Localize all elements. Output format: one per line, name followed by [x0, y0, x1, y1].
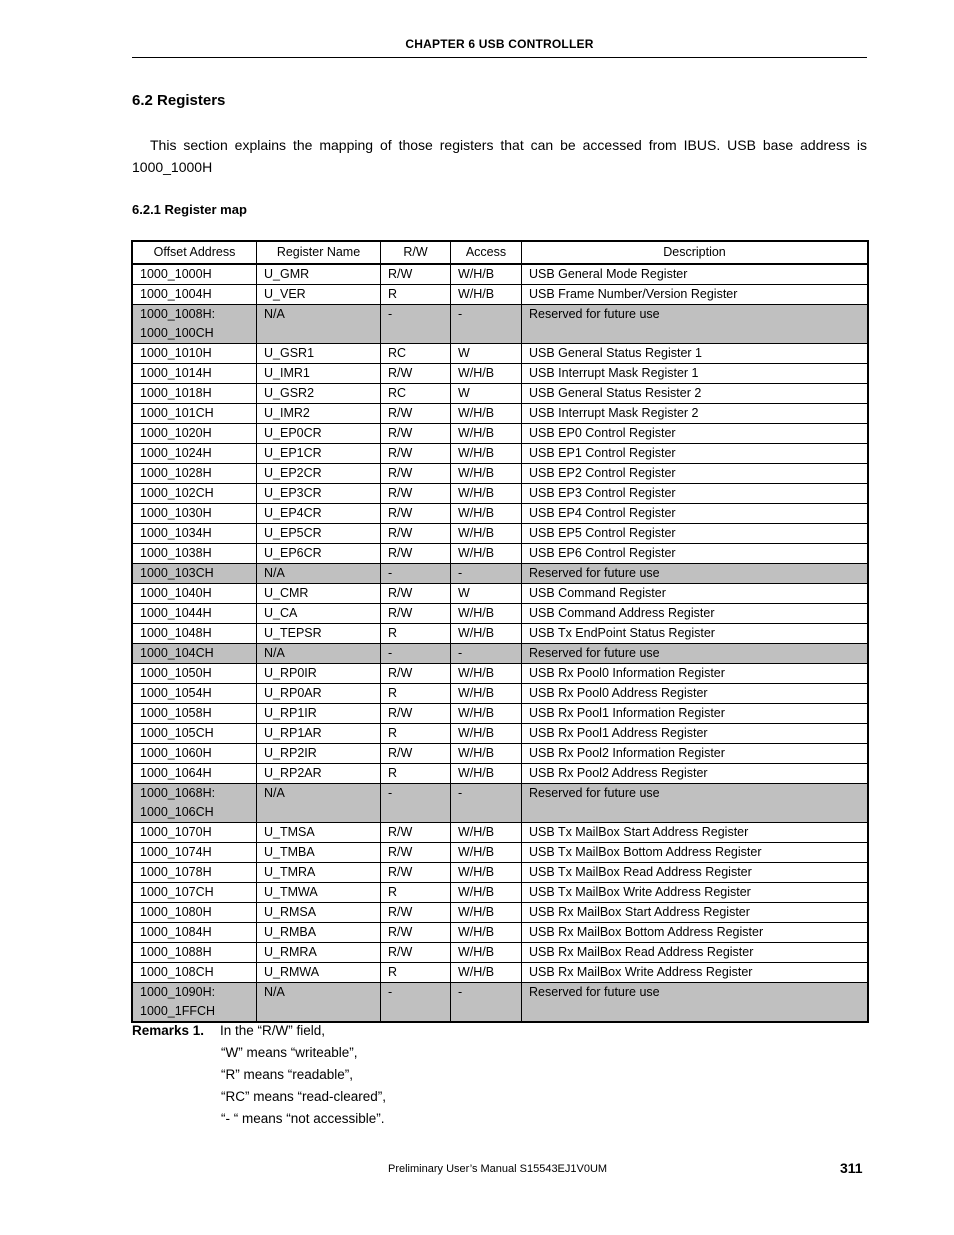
table-row [133, 424, 868, 444]
cell-description: USB Interrupt Mask Register 2 [522, 404, 868, 424]
cell-register-name: U_CA [257, 604, 381, 624]
offset-range-end: 1000_106CH [140, 805, 214, 819]
cell-register-name: N/A [257, 305, 381, 344]
cell-access: W/H/B [451, 484, 522, 504]
table-row [133, 624, 868, 644]
cell-description: USB Tx MailBox Read Address Register [522, 863, 868, 883]
cell-offset: 1000_108CH [133, 963, 257, 983]
offset-range-end: 1000_1FFCH [140, 1004, 216, 1018]
table-row [133, 724, 868, 744]
cell-access: W/H/B [451, 943, 522, 963]
cell-register-name: U_RP1IR [257, 704, 381, 724]
intro-paragraph: This section explains the mapping of those registers that can be accessed from IBUS. USB base address is 1000_1000H [132, 137, 867, 175]
offset-range-start: 1000_1068H: [140, 786, 216, 800]
cell-register-name: U_EP3CR [257, 484, 381, 504]
cell-access: W/H/B [451, 544, 522, 564]
cell-offset: 1000_1084H [133, 923, 257, 943]
register-map-body [133, 264, 868, 1022]
cell-rw: R/W [381, 664, 451, 684]
table-row-reserved [133, 564, 868, 584]
cell-access: W/H/B [451, 524, 522, 544]
column-header-offset: Offset Address [133, 242, 257, 265]
cell-offset [133, 305, 257, 344]
cell-offset: 1000_1040H [133, 584, 257, 604]
cell-rw: RC [381, 344, 451, 364]
cell-rw: R/W [381, 843, 451, 863]
cell-description: USB EP2 Control Register [522, 464, 868, 484]
cell-register-name: U_TMBA [257, 843, 381, 863]
cell-register-name: U_GSR1 [257, 344, 381, 364]
cell-description: Reserved for future use [522, 564, 868, 584]
table-row [133, 264, 868, 285]
page-header: CHAPTER 6 USB CONTROLLER [405, 37, 594, 51]
section-title: 6.2 Registers [132, 92, 226, 109]
cell-description: USB Rx MailBox Start Address Register [522, 903, 868, 923]
table-row [133, 464, 868, 484]
table-row [133, 664, 868, 684]
cell-access: W/H/B [451, 883, 522, 903]
cell-description: USB EP1 Control Register [522, 444, 868, 464]
column-header-access: Access [451, 242, 522, 265]
cell-access: - [451, 983, 522, 1022]
table-row [133, 943, 868, 963]
cell-access: W/H/B [451, 704, 522, 724]
cell-rw: R [381, 624, 451, 644]
column-header-rw: R/W [381, 242, 451, 265]
cell-access: W/H/B [451, 604, 522, 624]
cell-description: USB Tx MailBox Bottom Address Register [522, 843, 868, 863]
cell-offset: 1000_1058H [133, 704, 257, 724]
cell-description: Reserved for future use [522, 784, 868, 823]
cell-description: USB EP4 Control Register [522, 504, 868, 524]
remarks-line: “RC” means “read-cleared”, [221, 1089, 387, 1104]
cell-offset: 1000_1000H [133, 264, 257, 285]
cell-offset: 1000_103CH [133, 564, 257, 584]
cell-offset: 1000_107CH [133, 883, 257, 903]
cell-description: USB Rx MailBox Read Address Register [522, 943, 868, 963]
cell-access: W/H/B [451, 624, 522, 644]
table-row-reserved [133, 784, 868, 823]
cell-description: USB Rx Pool0 Information Register [522, 664, 868, 684]
remarks-line: “W” means “writeable”, [221, 1045, 358, 1060]
cell-description: USB Tx MailBox Write Address Register [522, 883, 868, 903]
cell-rw: R/W [381, 823, 451, 843]
table-row [133, 544, 868, 564]
cell-register-name: U_RMSA [257, 903, 381, 923]
cell-description: USB Rx Pool0 Address Register [522, 684, 868, 704]
cell-description: USB Tx MailBox Start Address Register [522, 823, 868, 843]
cell-rw: R/W [381, 484, 451, 504]
table-row [133, 604, 868, 624]
cell-rw: R [381, 724, 451, 744]
table-row [133, 843, 868, 863]
cell-access: W/H/B [451, 444, 522, 464]
cell-rw: R/W [381, 544, 451, 564]
table-row [133, 524, 868, 544]
table-row [133, 484, 868, 504]
offset-range-start: 1000_1008H: [140, 307, 216, 321]
cell-access: - [451, 305, 522, 344]
cell-offset: 1000_101CH [133, 404, 257, 424]
cell-offset: 1000_1088H [133, 943, 257, 963]
cell-rw: - [381, 305, 451, 344]
cell-register-name: U_VER [257, 285, 381, 305]
cell-rw: R [381, 963, 451, 983]
cell-offset: 1000_1070H [133, 823, 257, 843]
table-row-reserved [133, 644, 868, 664]
cell-description: USB Rx Pool2 Information Register [522, 744, 868, 764]
cell-offset: 1000_1050H [133, 664, 257, 684]
cell-offset: 1000_1004H [133, 285, 257, 305]
cell-rw: R/W [381, 604, 451, 624]
cell-rw: - [381, 983, 451, 1022]
table-row [133, 384, 868, 404]
cell-description: USB EP5 Control Register [522, 524, 868, 544]
cell-offset: 1000_1018H [133, 384, 257, 404]
remarks [132, 1020, 386, 1130]
table-row [133, 584, 868, 604]
table-row-reserved [133, 305, 868, 344]
cell-rw: R/W [381, 264, 451, 285]
cell-offset: 1000_1014H [133, 364, 257, 384]
cell-rw: R/W [381, 923, 451, 943]
column-header-description: Description [522, 242, 868, 265]
table-row [133, 285, 868, 305]
remarks-label: Remarks 1. [132, 1023, 205, 1038]
cell-rw: R/W [381, 444, 451, 464]
cell-access: W/H/B [451, 364, 522, 384]
cell-offset: 1000_1074H [133, 843, 257, 863]
cell-offset: 1000_1080H [133, 903, 257, 923]
cell-register-name: U_EP5CR [257, 524, 381, 544]
cell-description: USB Frame Number/Version Register [522, 285, 868, 305]
cell-rw: R/W [381, 404, 451, 424]
remarks-line: “- “ means “not accessible”. [221, 1111, 385, 1126]
cell-access: W/H/B [451, 684, 522, 704]
column-header-register-name: Register Name [257, 242, 381, 265]
cell-register-name: U_IMR1 [257, 364, 381, 384]
cell-rw: - [381, 784, 451, 823]
cell-access: W/H/B [451, 903, 522, 923]
cell-register-name: U_EP6CR [257, 544, 381, 564]
cell-access: W/H/B [451, 863, 522, 883]
table-row [133, 344, 868, 364]
cell-register-name: U_RP0IR [257, 664, 381, 684]
cell-offset: 1000_1024H [133, 444, 257, 464]
table-row [133, 404, 868, 424]
table-row [133, 863, 868, 883]
cell-description: USB General Status Register 1 [522, 344, 868, 364]
cell-access: W [451, 384, 522, 404]
cell-register-name: U_TMSA [257, 823, 381, 843]
cell-register-name: U_TEPSR [257, 624, 381, 644]
cell-offset: 1000_1020H [133, 424, 257, 444]
cell-offset: 1000_1054H [133, 684, 257, 704]
cell-register-name: U_TMWA [257, 883, 381, 903]
cell-access: W/H/B [451, 464, 522, 484]
cell-offset: 1000_1028H [133, 464, 257, 484]
offset-range-end: 1000_100CH [140, 326, 214, 340]
register-map-table [132, 241, 868, 1022]
table-row-reserved [133, 983, 868, 1022]
cell-register-name: U_RMRA [257, 943, 381, 963]
table-row [133, 504, 868, 524]
cell-rw: R/W [381, 943, 451, 963]
cell-register-name: N/A [257, 983, 381, 1022]
cell-description: USB EP6 Control Register [522, 544, 868, 564]
cell-offset: 1000_1060H [133, 744, 257, 764]
table-header-row [133, 242, 868, 265]
cell-offset: 1000_1064H [133, 764, 257, 784]
cell-register-name: U_EP4CR [257, 504, 381, 524]
cell-description: USB EP3 Control Register [522, 484, 868, 504]
cell-offset: 1000_1048H [133, 624, 257, 644]
cell-description: USB General Mode Register [522, 264, 868, 285]
table-row [133, 704, 868, 724]
cell-description: USB Rx Pool1 Address Register [522, 724, 868, 744]
cell-rw: R/W [381, 863, 451, 883]
cell-register-name: N/A [257, 644, 381, 664]
cell-offset: 1000_102CH [133, 484, 257, 504]
cell-access: W/H/B [451, 744, 522, 764]
table-row [133, 903, 868, 923]
cell-description: Reserved for future use [522, 644, 868, 664]
cell-description: USB General Status Resister 2 [522, 384, 868, 404]
cell-description: USB Interrupt Mask Register 1 [522, 364, 868, 384]
cell-offset [133, 784, 257, 823]
cell-offset [133, 983, 257, 1022]
cell-rw: R/W [381, 524, 451, 544]
subsection-title: 6.2.1 Register map [132, 202, 247, 217]
cell-register-name: U_GSR2 [257, 384, 381, 404]
cell-register-name: U_RP2AR [257, 764, 381, 784]
table-row [133, 823, 868, 843]
cell-access: W/H/B [451, 963, 522, 983]
cell-description: USB Rx MailBox Write Address Register [522, 963, 868, 983]
table-row [133, 684, 868, 704]
table-row [133, 364, 868, 384]
cell-register-name: U_RMBA [257, 923, 381, 943]
cell-register-name: U_EP0CR [257, 424, 381, 444]
cell-rw: R [381, 764, 451, 784]
cell-description: USB Rx Pool1 Information Register [522, 704, 868, 724]
cell-description: USB Command Address Register [522, 604, 868, 624]
cell-access: W/H/B [451, 285, 522, 305]
cell-offset: 1000_1044H [133, 604, 257, 624]
cell-register-name: U_EP1CR [257, 444, 381, 464]
cell-offset: 1000_1034H [133, 524, 257, 544]
cell-offset: 1000_104CH [133, 644, 257, 664]
cell-access: W/H/B [451, 843, 522, 863]
cell-register-name: U_RP1AR [257, 724, 381, 744]
cell-access: W [451, 584, 522, 604]
cell-register-name: U_RMWA [257, 963, 381, 983]
cell-rw: - [381, 644, 451, 664]
cell-access: - [451, 784, 522, 823]
cell-rw: RC [381, 384, 451, 404]
cell-access: W/H/B [451, 764, 522, 784]
cell-offset: 1000_1078H [133, 863, 257, 883]
table-row [133, 883, 868, 903]
cell-access: - [451, 644, 522, 664]
cell-rw: R/W [381, 744, 451, 764]
footer-manual-title: Preliminary User’s Manual S15543EJ1V0UM [388, 1163, 608, 1175]
cell-offset: 1000_1038H [133, 544, 257, 564]
cell-offset: 1000_1030H [133, 504, 257, 524]
cell-register-name: U_TMRA [257, 863, 381, 883]
cell-access: W [451, 344, 522, 364]
cell-access: W/H/B [451, 664, 522, 684]
cell-offset: 1000_1010H [133, 344, 257, 364]
offset-range-start: 1000_1090H: [140, 985, 216, 999]
table-row [133, 744, 868, 764]
cell-access: W/H/B [451, 823, 522, 843]
cell-rw: R [381, 684, 451, 704]
cell-access: W/H/B [451, 264, 522, 285]
cell-register-name: N/A [257, 564, 381, 584]
cell-rw: R/W [381, 464, 451, 484]
cell-rw: R [381, 883, 451, 903]
cell-description: USB Command Register [522, 584, 868, 604]
cell-description: Reserved for future use [522, 305, 868, 344]
cell-access: W/H/B [451, 923, 522, 943]
cell-register-name: U_RP2IR [257, 744, 381, 764]
table-row [133, 444, 868, 464]
cell-rw: R/W [381, 424, 451, 444]
remarks-line: “R” means “readable”, [221, 1067, 354, 1082]
cell-description: USB EP0 Control Register [522, 424, 868, 444]
cell-access: - [451, 564, 522, 584]
cell-register-name: U_GMR [257, 264, 381, 285]
cell-access: W/H/B [451, 504, 522, 524]
cell-register-name: U_RP0AR [257, 684, 381, 704]
cell-rw: R/W [381, 584, 451, 604]
page-number: 311 [840, 1160, 863, 1176]
cell-register-name: N/A [257, 784, 381, 823]
table-row [133, 923, 868, 943]
cell-access: W/H/B [451, 724, 522, 744]
cell-access: W/H/B [451, 404, 522, 424]
cell-description: USB Tx EndPoint Status Register [522, 624, 868, 644]
cell-rw: R/W [381, 704, 451, 724]
cell-rw: R/W [381, 504, 451, 524]
cell-offset: 1000_105CH [133, 724, 257, 744]
table-row [133, 963, 868, 983]
cell-register-name: U_IMR2 [257, 404, 381, 424]
table-row [133, 764, 868, 784]
cell-rw: R [381, 285, 451, 305]
cell-register-name: U_CMR [257, 584, 381, 604]
cell-rw: R/W [381, 903, 451, 923]
cell-register-name: U_EP2CR [257, 464, 381, 484]
cell-rw: - [381, 564, 451, 584]
header-rule [132, 57, 867, 58]
cell-description: Reserved for future use [522, 983, 868, 1022]
cell-description: USB Rx Pool2 Address Register [522, 764, 868, 784]
remarks-line: In the “R/W” field, [220, 1023, 326, 1038]
cell-access: W/H/B [451, 424, 522, 444]
cell-description: USB Rx MailBox Bottom Address Register [522, 923, 868, 943]
cell-rw: R/W [381, 364, 451, 384]
